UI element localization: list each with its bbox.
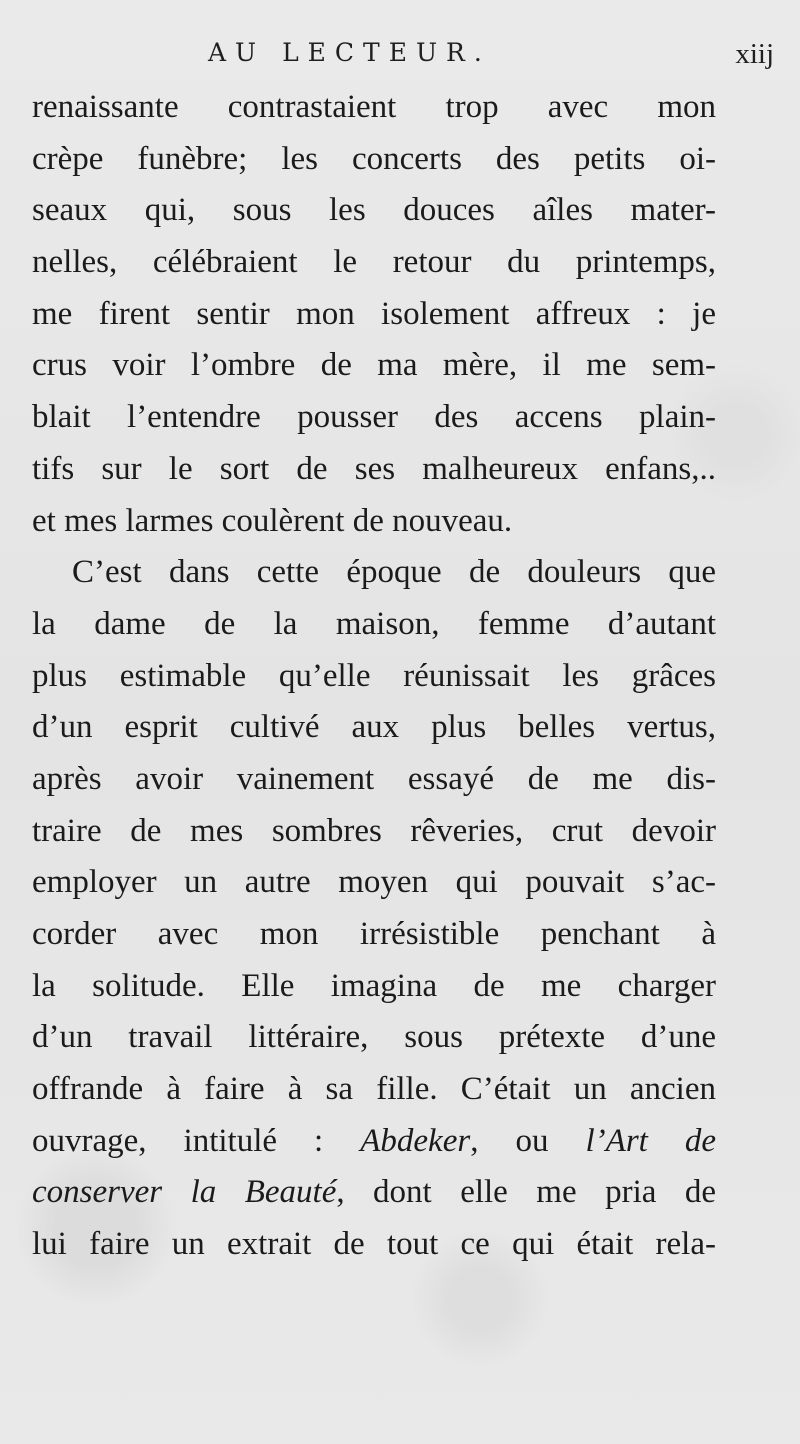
text-line: corder avec mon irrésistible penchant à (32, 916, 716, 952)
text-line: tifs sur le sort de ses malheureux enfans,.. (32, 450, 716, 487)
page-number: xiij (735, 38, 774, 70)
text-line: crus voir l’ombre de ma mère, il me sem- (32, 347, 716, 384)
text-line: crèpe funèbre; les concerts des petits oi- (32, 140, 716, 177)
text-run: ouvrage, intitulé : (32, 1122, 361, 1159)
text-line (32, 1167, 716, 1219)
text-line (32, 1116, 716, 1168)
running-head: AU LECTEUR. (208, 38, 491, 67)
text-line: offrande à faire à sa fille. C’était un ancien (32, 1071, 716, 1108)
text-line: d’un esprit cultivé aux plus belles vertus, (32, 709, 716, 746)
text-line: renaissante contrastaient trop avec mon (32, 89, 716, 125)
text-line: après avoir vainement essayé de me dis- (32, 760, 716, 797)
text-line: nelles, célébraient le retour du printemps, (32, 244, 716, 281)
italic-title: l’Art de (585, 1122, 716, 1159)
paragraph-end-line: et mes larmes coulèrent de nouveau. (32, 502, 513, 539)
text-line: seaux qui, sous les douces aîles mater- (32, 192, 716, 229)
text-line: la dame de la maison, femme d’autant (32, 605, 716, 642)
italic-title: conserver la Beauté (32, 1174, 337, 1211)
body-text (32, 82, 716, 1271)
text-line: employer un autre moyen qui pouvait s’ac- (32, 864, 716, 901)
text-run: , ou (470, 1122, 586, 1159)
text-line: d’un travail littéraire, sous prétexte d’une (32, 1019, 716, 1056)
text-line: la solitude. Elle imagina de me charger (32, 967, 716, 1004)
text-line: traire de mes sombres rêveries, crut devoir (32, 812, 716, 849)
italic-title: Abdeker (360, 1122, 471, 1159)
text-line: blait l’entendre pousser des accens plain- (32, 399, 716, 436)
page-header (32, 38, 774, 88)
paragraph-start-line: C’est dans cette époque de douleurs que (72, 554, 716, 591)
text-run: , dont elle me pria de (336, 1174, 716, 1211)
text-line: me firent sentir mon isolement affreux : je (32, 295, 716, 332)
text-line: lui faire un extrait de tout ce qui était rela- (32, 1226, 716, 1263)
text-line: plus estimable qu’elle réunissait les grâces (32, 657, 716, 694)
